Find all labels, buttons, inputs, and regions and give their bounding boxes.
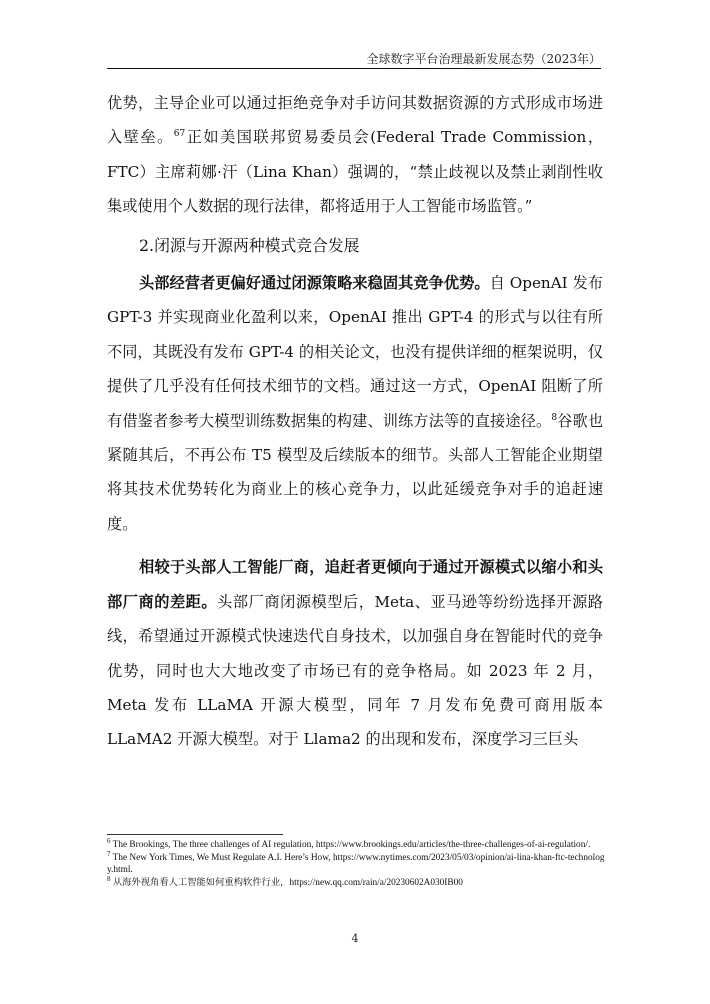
page-number: 4 — [351, 932, 359, 945]
paragraph-open-source — [107, 550, 603, 756]
footnote-num: 8 — [107, 874, 111, 883]
main-text — [107, 86, 603, 757]
footnote-6 — [107, 836, 605, 852]
footnote-ref-67[interactable]: 67 — [173, 129, 186, 140]
paragraph-closed-source — [107, 266, 603, 541]
para3-text: 头部厂商闭源模型后，Meta、亚马逊等纷纷选择开源路线，希望通过开源模式快速迭代自身技术，以加强自身在智能时代的竞争优势，同时也大大地改变了市场已有的竞争格局。如 2023 年 2 月，Meta 发布 LLaMA 开源大模型，同年 7 月发布免费可商用版本 LLaMA2 开源大模型。对于 Llama2 的出现和发布，深度学习三巨头 — [107, 592, 603, 749]
para3-lead: 相较于头部人工智能厂商，追赶者更倾向于通过开源模式以缩小和头部厂商的差距。 — [107, 558, 603, 611]
header-divider — [107, 68, 601, 69]
footnote-8 — [107, 874, 605, 890]
footnote-text: The New York Times, We Must Regulate A.I. Here’s How, https://www.nytimes.com/2023/05/03/opinion/ai-lina-khan-ftc-technology.html. — [107, 852, 605, 876]
footnote-num: 6 — [107, 836, 111, 845]
footnote-text: The Brookings, The three challenges of AI regulation, https://www.brookings.edu/articles/the-three-challenges-of-ai-regulation/. — [112, 840, 591, 850]
footnote-text: 从海外视角看人工智能如何重构软件行业，https://new.qq.com/rain/a/20230602A030IB00 — [112, 877, 463, 888]
para2-lead: 头部经营者更偏好通过闭源策略来稳固其竞争优势。 — [139, 274, 490, 293]
running-header: 全球数字平台治理最新发展态势（2023年） — [366, 52, 601, 66]
footnote-num: 7 — [107, 849, 111, 858]
para2-text-a: 自 OpenAI 发布 GPT-3 并实现商业化盈利以来，OpenAI 推出 GPT-4 的形式与以往有所不同，其既没有发布 GPT-4 的相关论文，也没有提供详细的框架说明，仅提供了几乎没有任何技术细节的文档。通过这一方式，OpenAI 阻断了所有借鉴者参考大模型训练数据集的构建、训练方法等的直接途径。 — [107, 274, 603, 430]
footnote-divider — [107, 834, 283, 835]
para2-text-b: 谷歌也紧随其后，不再公布 T5 模型及后续版本的细节。头部人工智能企业期望将其技术优势转化为商业上的核心竞争力，以此延缓竞争对手的追赶速度。 — [107, 411, 604, 533]
footnote-7 — [107, 849, 605, 877]
footnotes — [107, 836, 605, 889]
footnote-ref-8[interactable]: 8 — [551, 412, 558, 423]
paragraph-continuation — [107, 86, 603, 224]
para1-text-a: 优势，主导企业可以通过拒绝竞争对手访问其数据资源的方式形成市场进入壁垒。 — [107, 94, 603, 147]
section-heading: 2.闭源与开源两种模式竞合发展 — [139, 235, 360, 255]
para1-text-b: 正如美国联邦贸易委员会(Federal Trade Commission，FTC）主席莉娜·汗（Lina Khan）强调的，“禁止歧视以及禁止剥削性收集或使用个人数据的现行法律，都将适用于人工智能市场监管。” — [107, 128, 604, 216]
